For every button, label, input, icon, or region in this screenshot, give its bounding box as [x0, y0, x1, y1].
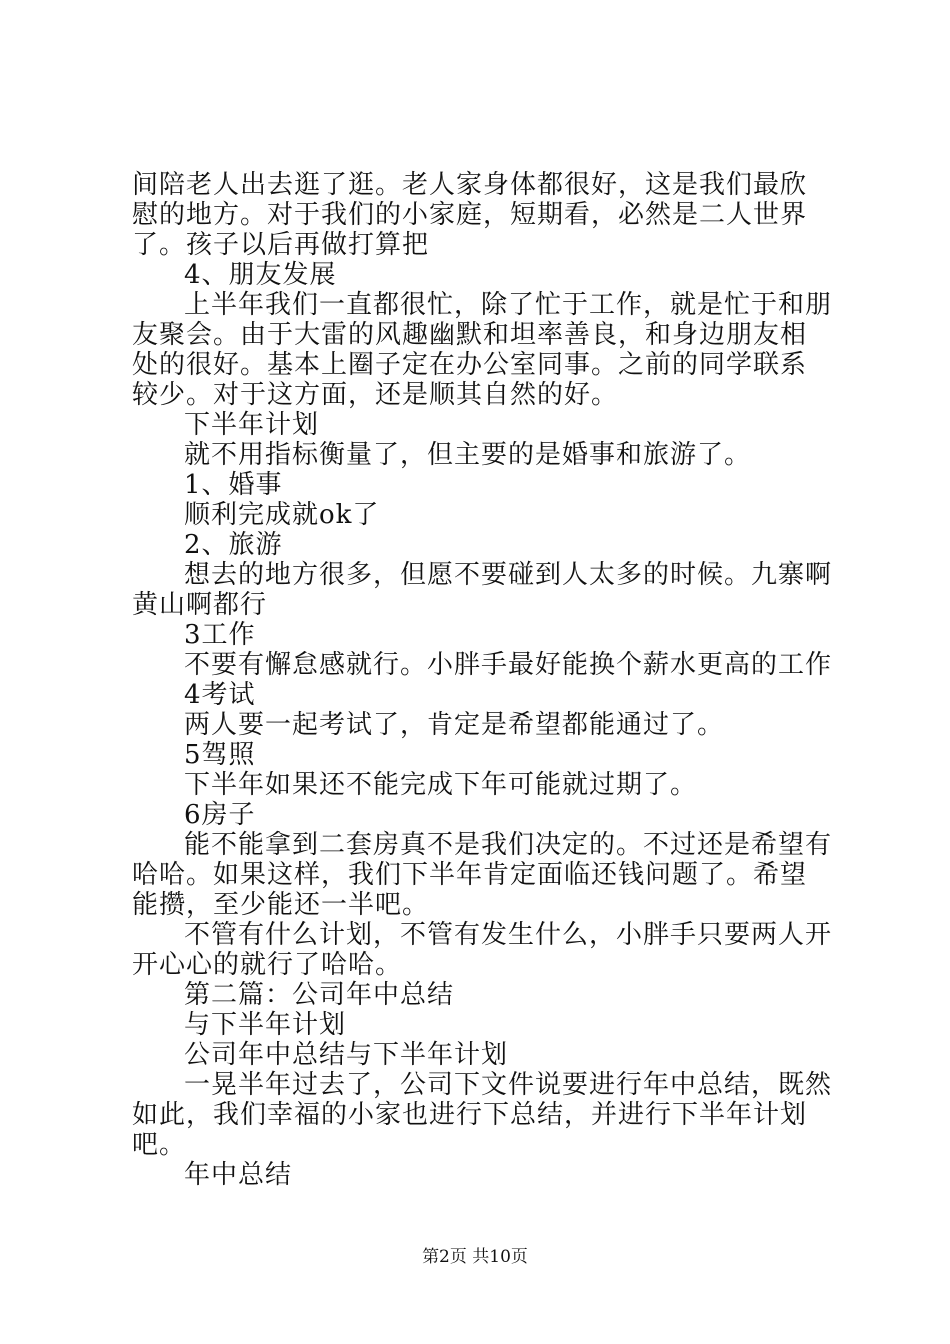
list-heading-work: 3工作	[184, 620, 256, 650]
paragraph: 下半年如果还不能完成下年可能就过期了。	[184, 770, 698, 800]
document-body	[132, 170, 832, 1190]
article-title: 公司年中总结与下半年计划	[184, 1040, 509, 1070]
section-heading-plan: 下半年计划	[184, 410, 320, 440]
paragraph: 顺利完成就ok了	[184, 500, 380, 530]
page-footer: 第2页 共10页	[422, 1247, 528, 1267]
section-heading-summary: 年中总结	[184, 1160, 293, 1190]
section-heading-friends: 4、朋友发展	[184, 260, 337, 290]
paragraph: 想去的地方很多，但愿不要碰到人太多的时候。九寨啊黄山啊都行	[132, 560, 833, 620]
paragraph: 间陪老人出去逛了逛。老人家身体都很好，这是我们最欣慰的地方。对于我们的小家庭，短期看，必然是二人世界了。孩子以后再做打算把	[132, 170, 808, 260]
paragraph: 一晃半年过去了，公司下文件说要进行年中总结，既然如此，我们幸福的小家也进行下总结，并进行下半年计划吧。	[132, 1070, 833, 1160]
list-heading-exam: 4考试	[184, 680, 256, 710]
paragraph: 上半年我们一直都很忙，除了忙于工作，就是忙于和朋友聚会。由于大雷的风趣幽默和坦率善良，和身边朋友相处的很好。基本上圈子定在办公室同事。之前的同学联系较少。对于这方面，还是顺其自然的好。	[132, 290, 833, 410]
list-heading-house: 6房子	[184, 800, 256, 830]
paragraph: 不要有懈怠感就行。小胖手最好能换个薪水更高的工作	[184, 650, 833, 680]
paragraph: 不管有什么计划，不管有发生什么，小胖手只要两人开开心心的就行了哈哈。	[132, 920, 833, 980]
paragraph: 就不用指标衡量了，但主要的是婚事和旅游了。	[184, 440, 752, 470]
paragraph: 两人要一起考试了，肯定是希望都能通过了。	[184, 710, 725, 740]
list-heading-wedding: 1、婚事	[184, 470, 283, 500]
list-heading-travel: 2、旅游	[184, 530, 283, 560]
chapter-title: 第二篇：公司年中总结	[184, 980, 455, 1010]
paragraph: 能不能拿到二套房真不是我们决定的。不过还是希望有哈哈。如果这样，我们下半年肯定面临还钱问题了。希望能攒，至少能还一半吧。	[132, 830, 833, 920]
chapter-title-continued: 与下半年计划	[184, 1010, 347, 1040]
list-heading-license: 5驾照	[184, 740, 256, 770]
